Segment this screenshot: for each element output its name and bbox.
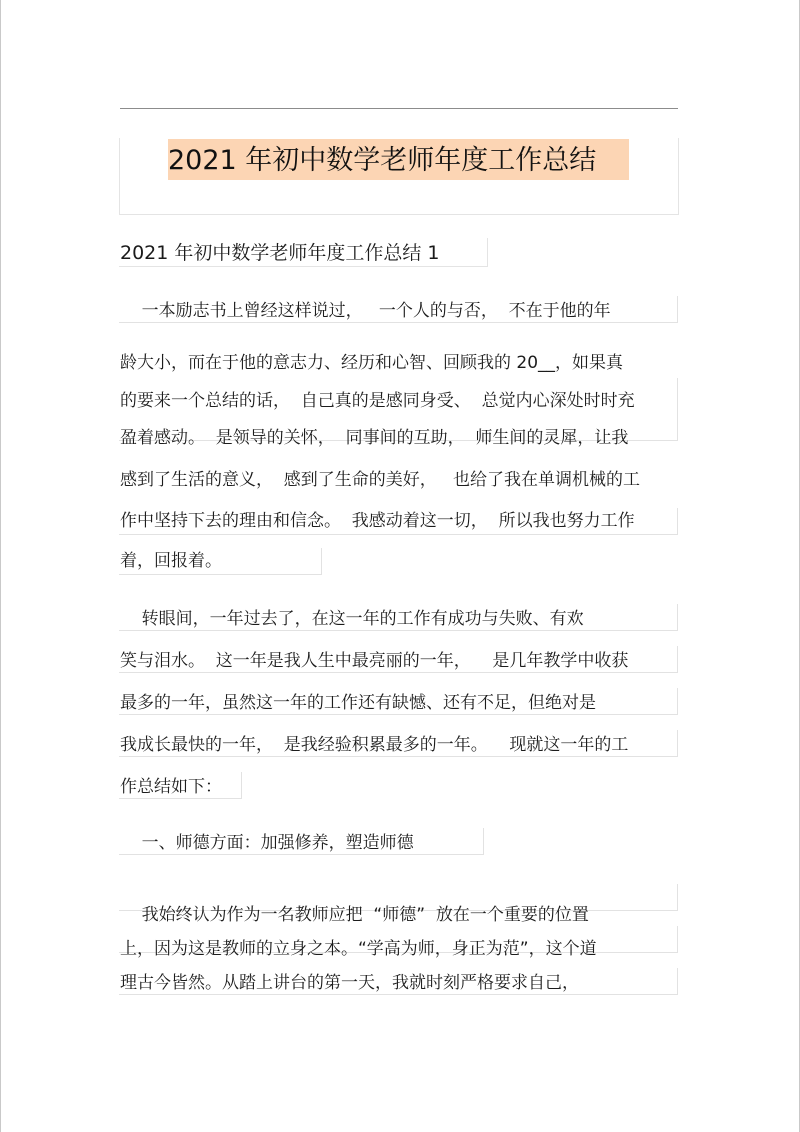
body-line: 上，因为这是教师的立身之本。“学高为师，身正为范”，这个道 bbox=[120, 939, 597, 959]
body-line: 理古今皆然。从踏上讲台的第一天，我就时刻严格要求自己， bbox=[120, 973, 579, 993]
header-rule bbox=[120, 108, 678, 109]
body-line: 一本励志书上曾经这样说过， 一个人的与否， 不在于他的年 bbox=[120, 301, 611, 321]
page-border-left bbox=[0, 0, 1, 1132]
body-line: 感到了生活的意义， 感到了生命的美好， 也给了我在单调机械的工 bbox=[120, 470, 641, 490]
body-line: 盈着感动。 是领导的关怀， 同事间的互助， 师生间的灵犀，让我 bbox=[120, 428, 629, 448]
body-line: 着，回报着。 bbox=[120, 551, 222, 571]
body-line: 最多的一年，虽然这一年的工作还有缺憾、还有不足，但绝对是 bbox=[120, 693, 596, 713]
body-line: 转眼间，一年过去了，在这一年的工作有成功与失败、有欢 bbox=[120, 609, 584, 629]
section-subheading: 一、师德方面：加强修养，塑造师德 bbox=[120, 833, 414, 853]
body-line: 作中坚持下去的理由和信念。 我感动着这一切， 所以我也努力工作 bbox=[120, 511, 635, 531]
body-line: 笑与泪水。 这一年是我人生中最亮丽的一年， 是几年教学中收获 bbox=[120, 651, 629, 671]
document-title: 2021 年初中数学老师年度工作总结 bbox=[168, 145, 597, 176]
body-line: 作总结如下： bbox=[120, 777, 222, 797]
body-line: 的要来一个总结的话， 自己真的是感同身受、 总觉内心深处时时充 bbox=[120, 391, 635, 411]
body-line: 我成长最快的一年， 是我经验积累最多的一年。 现就这一年的工 bbox=[120, 735, 629, 755]
body-line: 龄大小，而在于他的意志力、经历和心智、回顾我的 20__，如果真 bbox=[120, 353, 624, 373]
body-line: 我始终认为作为一名教师应把 “师德” 放在一个重要的位置 bbox=[120, 905, 589, 925]
section-heading: 2021 年初中数学老师年度工作总结 1 bbox=[120, 242, 440, 264]
